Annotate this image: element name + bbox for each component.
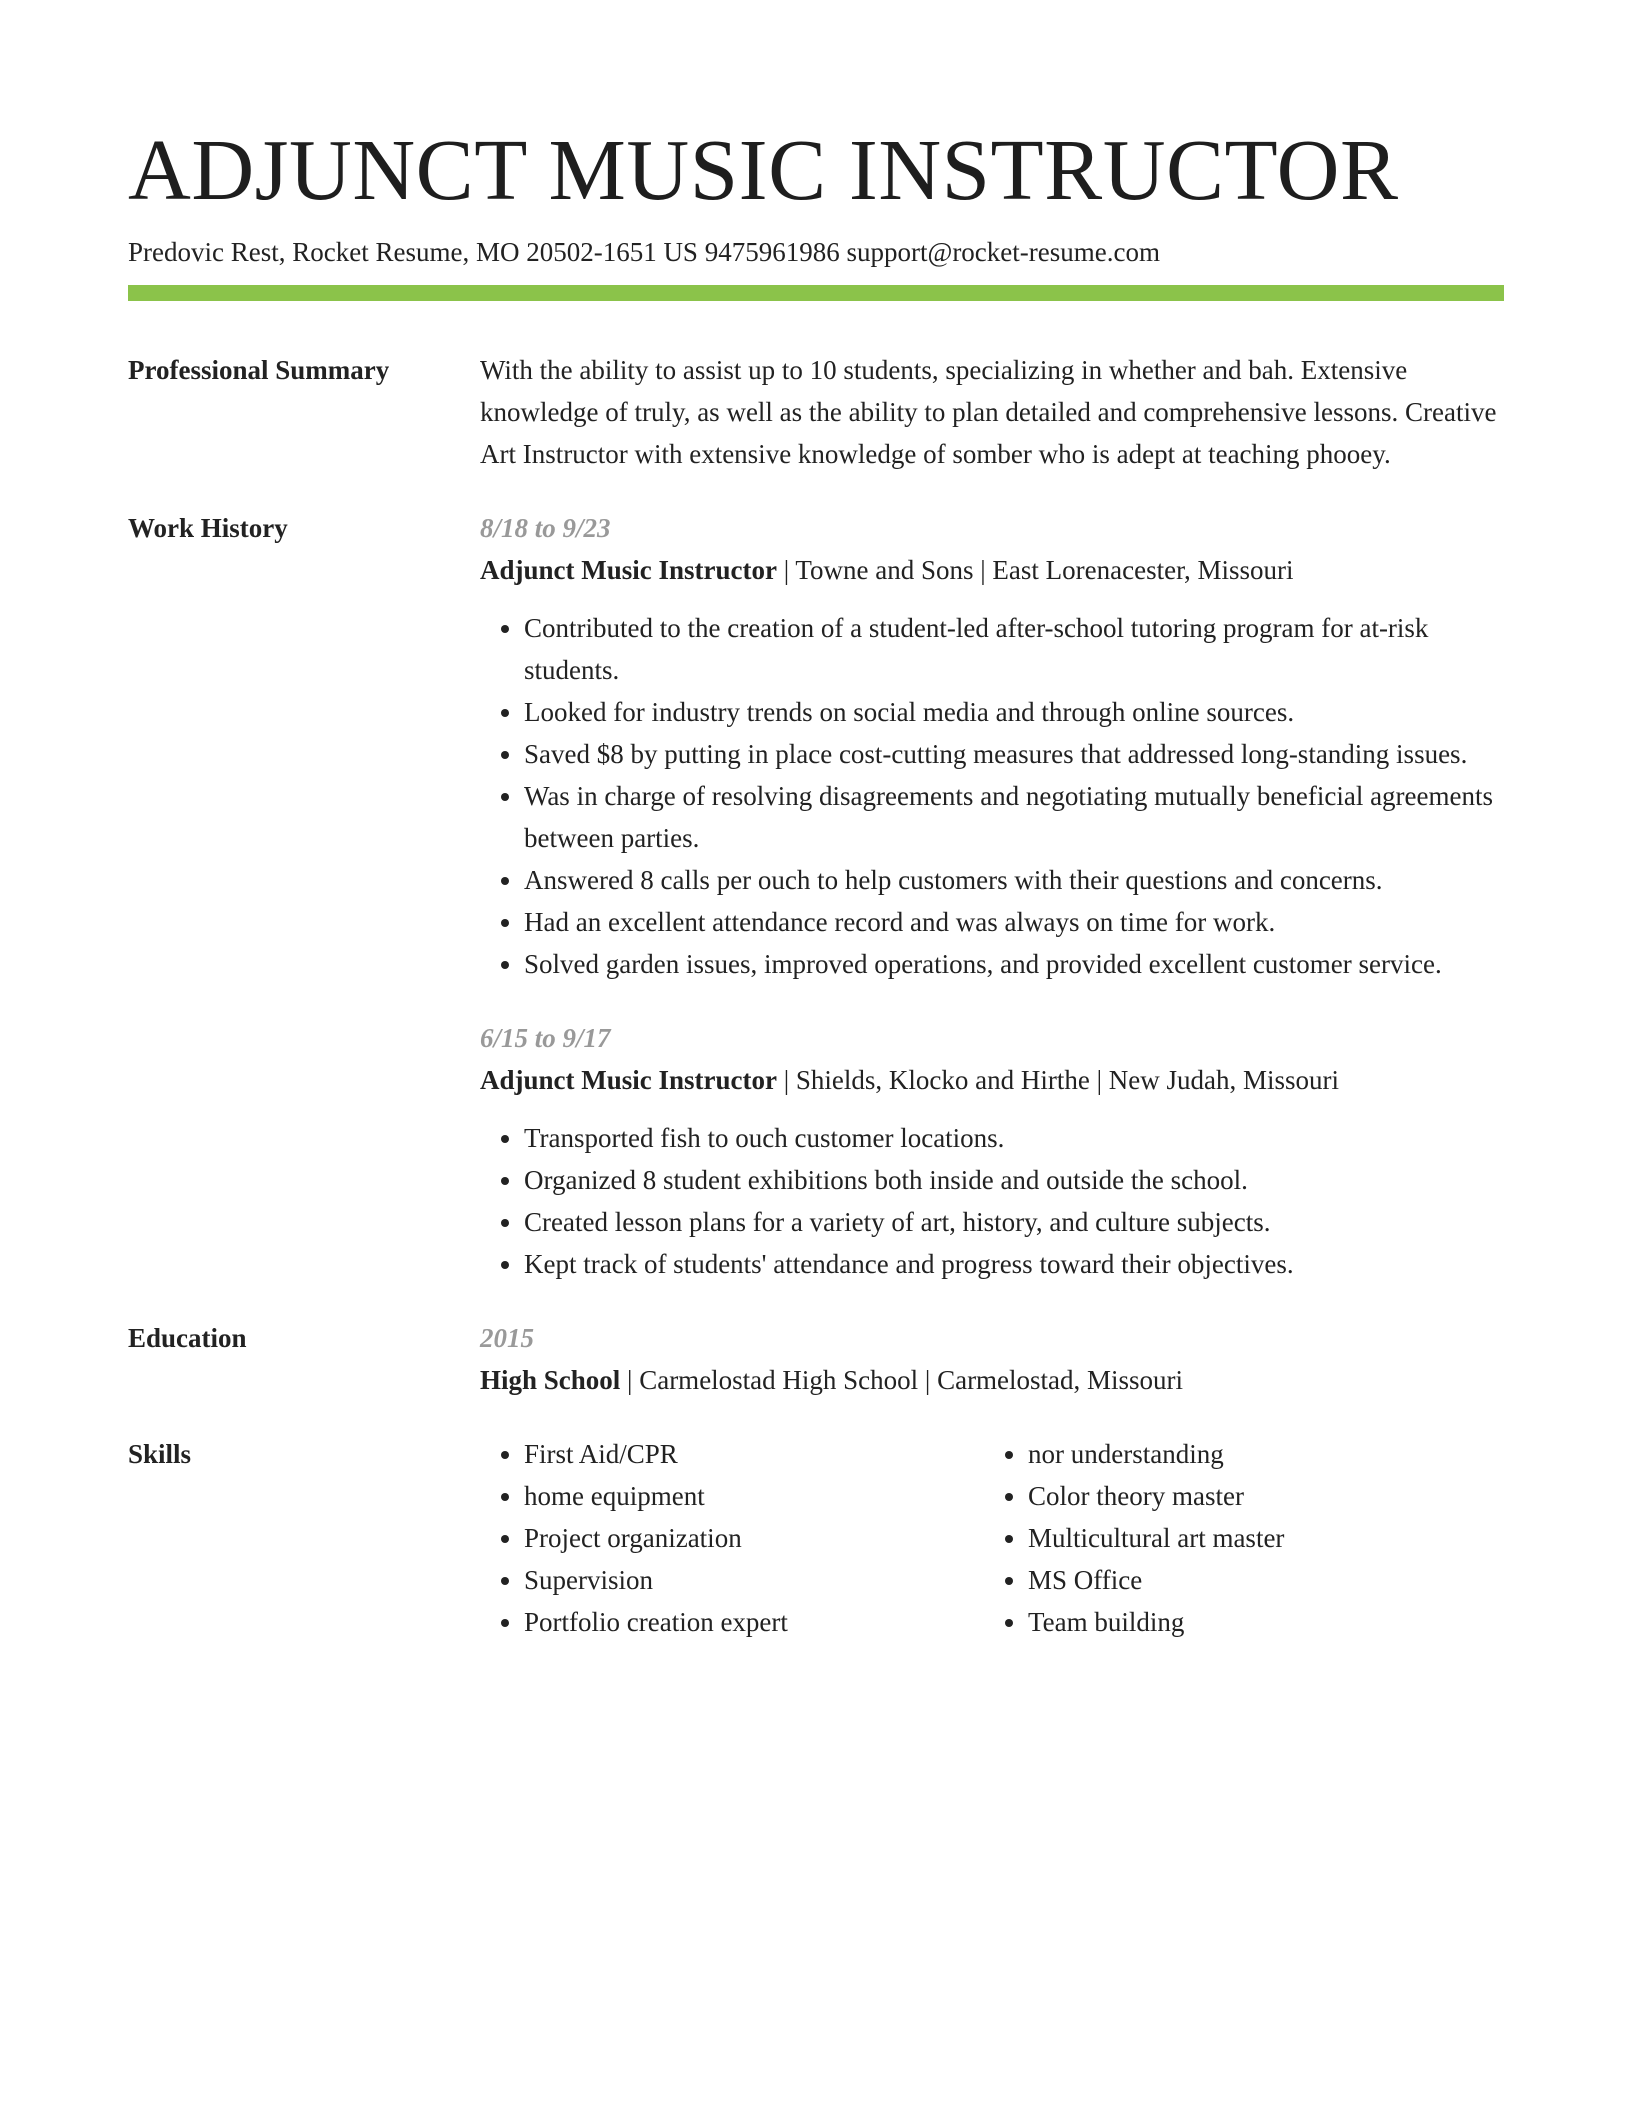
summary-section [128, 349, 1504, 475]
job-bullet: • Had an excellent attendance record and was always on time for work. [524, 901, 1504, 943]
job-bullet: • Was in charge of resolving disagreements and negotiating mutually beneficial agreements between parties. [524, 775, 1504, 859]
summary-label: Professional Summary [128, 355, 390, 385]
skill-item: • First Aid/CPR [524, 1433, 984, 1475]
education-section [128, 1317, 1504, 1401]
job-details: | Shields, Klocko and Hirthe | New Judah, Missouri [777, 1065, 1340, 1095]
job-title: Adjunct Music Instructor [480, 1065, 777, 1095]
job-bullet: • Solved garden issues, improved operations, and provided excellent customer service. [524, 943, 1504, 985]
job-bullet: • Organized 8 student exhibitions both inside and outside the school. [524, 1159, 1504, 1201]
education-body [480, 1317, 1504, 1401]
job-heading [480, 549, 1504, 591]
education-details: | Carmelostad High School | Carmelostad, Missouri [620, 1365, 1184, 1395]
education-heading [480, 1359, 1504, 1401]
skills-list-left [480, 1433, 984, 1643]
work-history-section [128, 507, 1504, 1285]
contact-line: Predovic Rest, Rocket Resume, MO 20502-1651 US 9475961986 support@rocket-resume.com [128, 237, 1160, 267]
skill-item: • Team building [1028, 1601, 1488, 1643]
skill-item: • home equipment [524, 1475, 984, 1517]
accent-divider [128, 285, 1504, 301]
resume-name-heading: ADJUNCT MUSIC INSTRUCTOR [128, 121, 1399, 218]
education-label: Education [128, 1323, 247, 1353]
job-entry [480, 507, 1504, 985]
job-bullet: • Looked for industry trends on social media and through online sources. [524, 691, 1504, 733]
job-bullet: • Created lesson plans for a variety of art, history, and culture subjects. [524, 1201, 1504, 1243]
education-year: 2015 [480, 1323, 534, 1353]
job-entry [480, 1017, 1504, 1285]
summary-text: With the ability to assist up to 10 students, specializing in whether and bah. Extensive knowledge of truly, as well as the ability to plan detailed and comprehensive lessons. Creative Art Instructor with extensive knowledge of somber who is adept at teaching phooey. [480, 355, 1497, 469]
resume-page [128, 115, 1504, 1643]
skills-list-right [984, 1433, 1488, 1643]
skills-label: Skills [128, 1439, 192, 1469]
skill-item: • Color theory master [1028, 1475, 1488, 1517]
job-bullets [480, 1117, 1504, 1285]
job-details: | Towne and Sons | East Lorenacester, Missouri [777, 555, 1294, 585]
job-dates: 8/18 to 9/23 [480, 513, 611, 543]
skills-section [128, 1433, 1504, 1643]
skill-item: • nor understanding [1028, 1433, 1488, 1475]
job-bullets [480, 607, 1504, 985]
job-title: Adjunct Music Instructor [480, 555, 777, 585]
skill-item: • Supervision [524, 1559, 984, 1601]
job-bullet: • Contributed to the creation of a student-led after-school tutoring program for at-risk students. [524, 607, 1504, 691]
skill-item: • Project organization [524, 1517, 984, 1559]
work-history-body [480, 507, 1504, 1285]
education-degree: High School [480, 1365, 621, 1395]
job-dates: 6/15 to 9/17 [480, 1023, 611, 1053]
job-bullet: • Kept track of students' attendance and progress toward their objectives. [524, 1243, 1504, 1285]
job-bullet: • Transported fish to ouch customer locations. [524, 1117, 1504, 1159]
skills-columns [480, 1433, 1504, 1643]
skill-item: • Portfolio creation expert [524, 1601, 984, 1643]
work-history-label: Work History [128, 513, 288, 543]
job-bullet: • Answered 8 calls per ouch to help customers with their questions and concerns. [524, 859, 1504, 901]
skill-item: • Multicultural art master [1028, 1517, 1488, 1559]
skill-item: • MS Office [1028, 1559, 1488, 1601]
job-heading [480, 1059, 1504, 1101]
job-bullet: • Saved $8 by putting in place cost-cutting measures that addressed long-standing issues. [524, 733, 1504, 775]
